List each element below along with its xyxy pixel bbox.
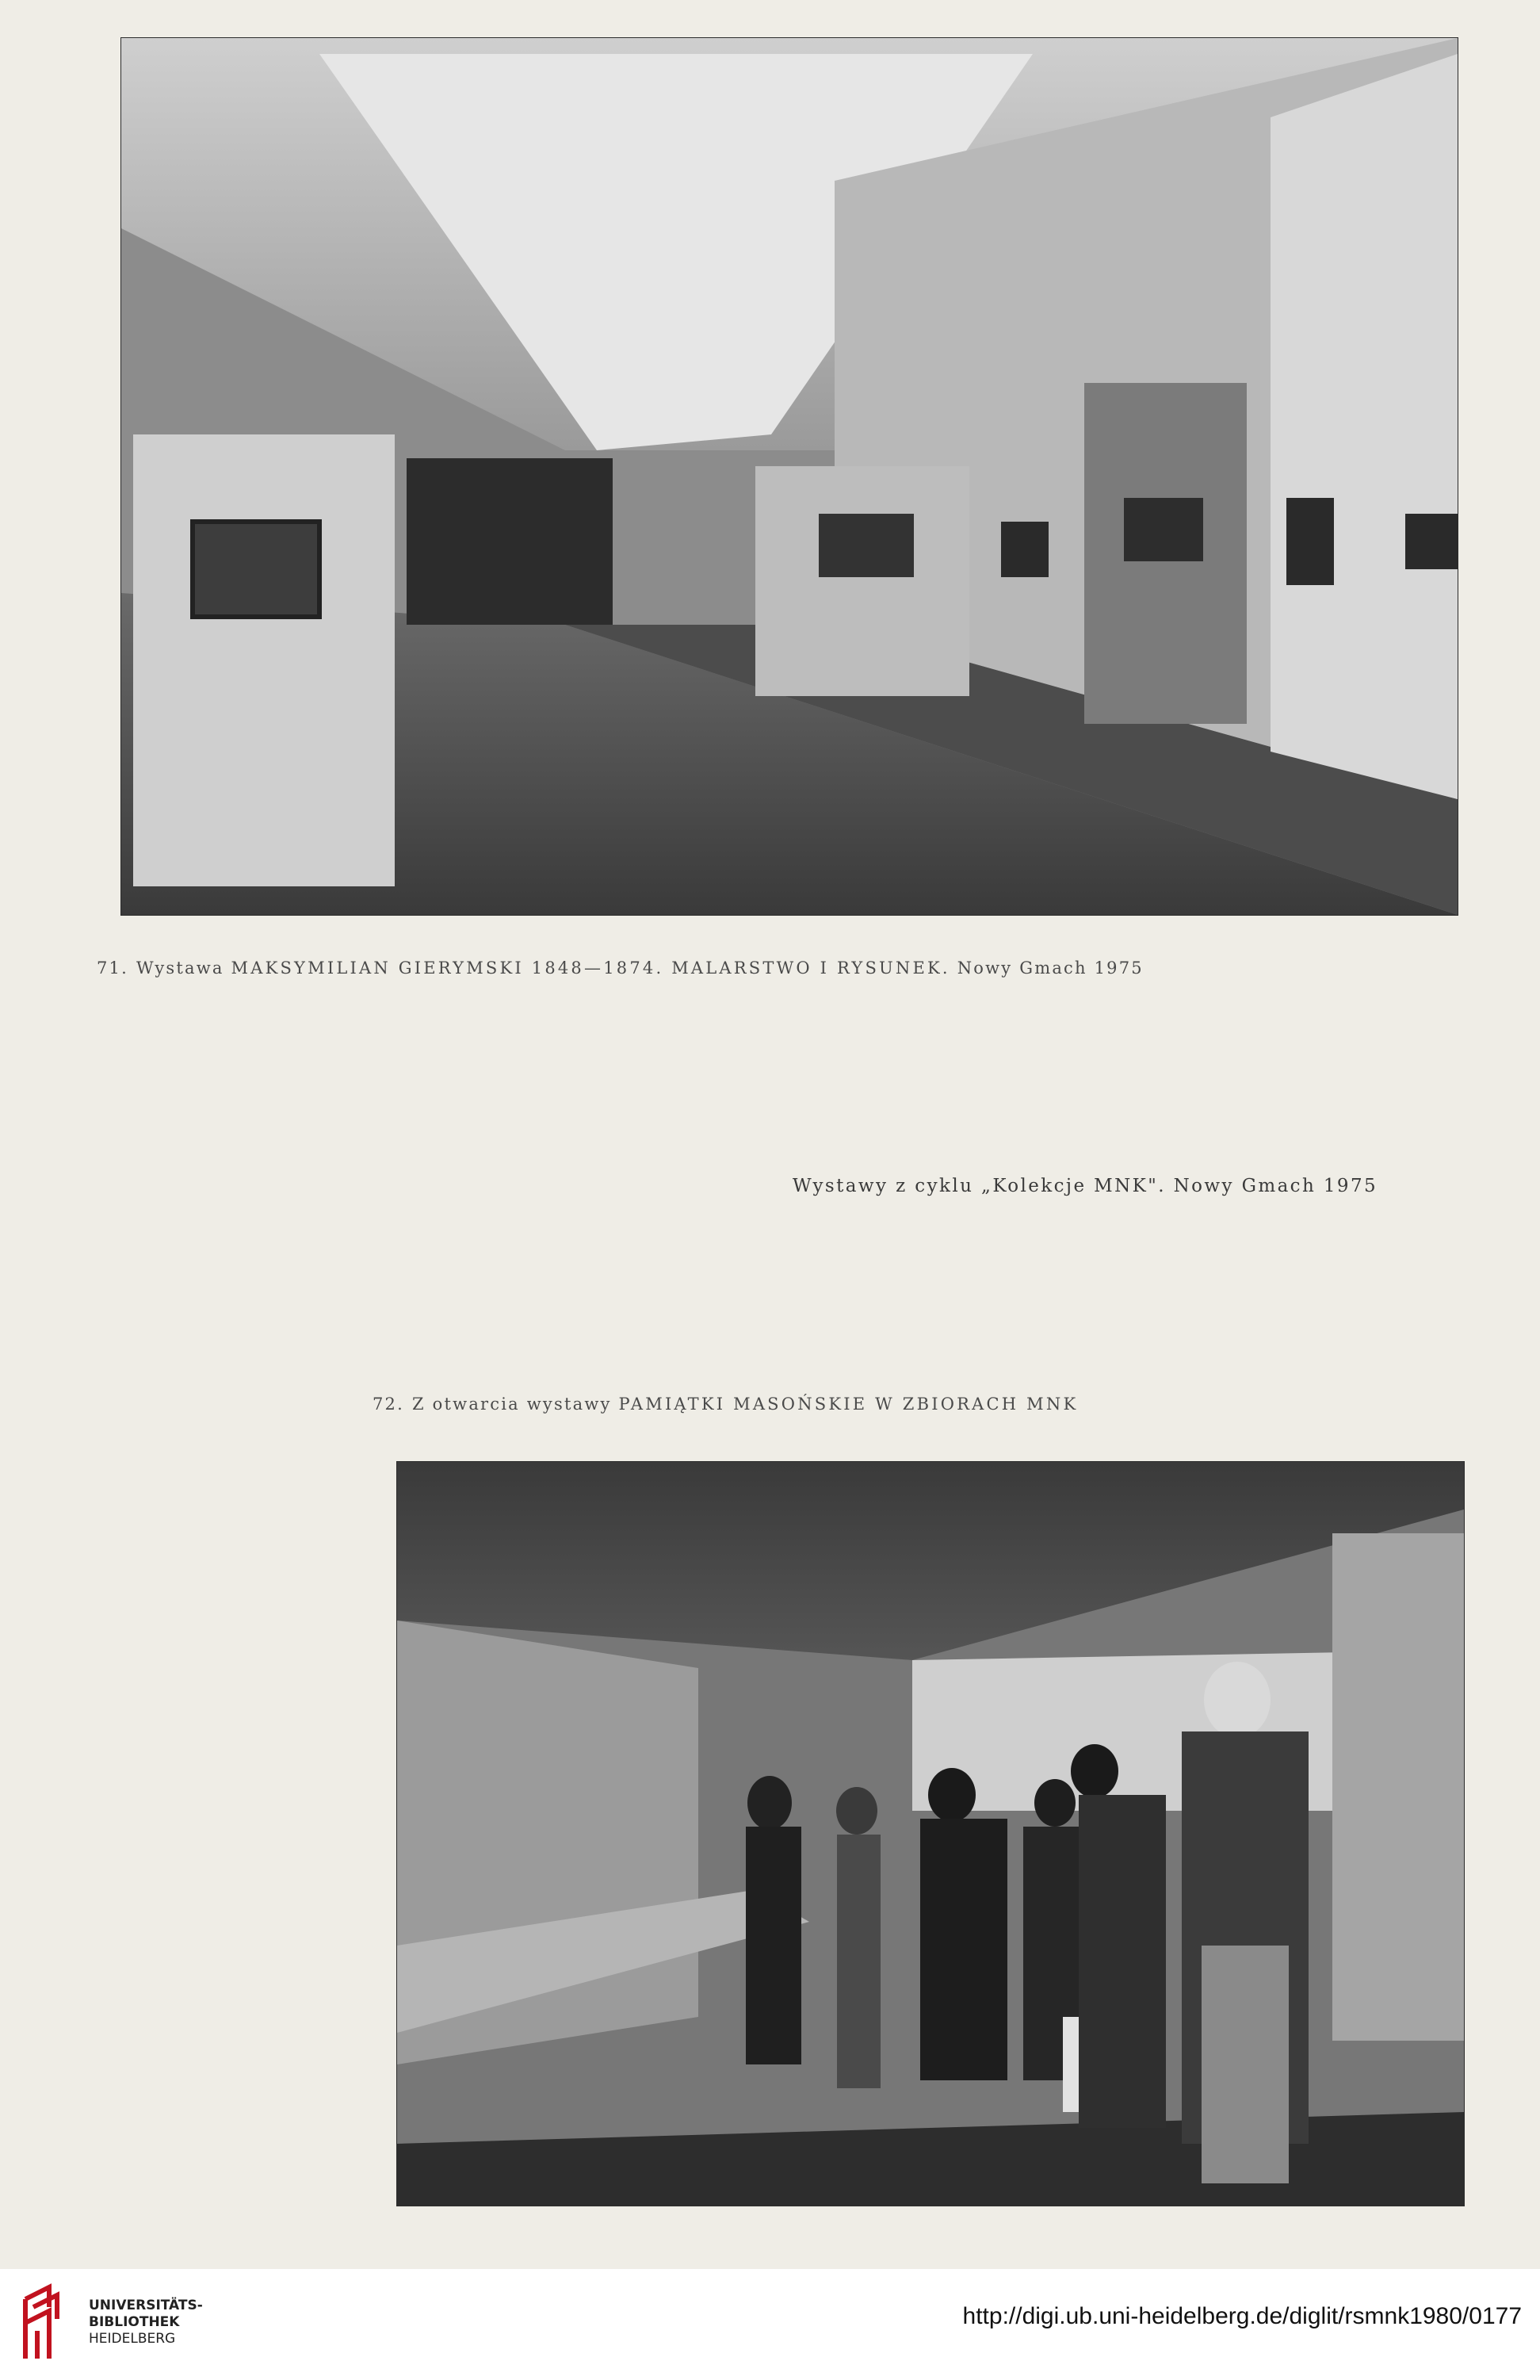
logo-line: BIBLIOTHEK [89,2314,180,2330]
exhibition-hall-image [121,38,1458,915]
exhibition-title: MAKSYMILIAN GIERYMSKI 1848—1874. MALARSTWO I RYSUNEK. [231,959,950,978]
figure-71-caption [97,959,1144,978]
exhibition-opening-image [397,1462,1464,2206]
exhibition-opening-photo [396,1461,1465,2206]
figure-number: 72. [373,1395,404,1414]
logo-line: UNIVERSITÄTS- [89,2298,203,2313]
caption-lead: Z otwarcia wystawy [412,1395,612,1414]
caption-tail: Nowy Gmach 1975 [957,959,1144,978]
library-logo-text [89,2298,203,2347]
exhibition-title: PAMIĄTKI MASOŃSKIE W ZBIORACH MNK [618,1395,1079,1414]
figure-72-caption [373,1395,1078,1414]
logo-line: HEIDELBERG [89,2331,176,2347]
figure-number: 71. [97,959,128,978]
digital-library-url[interactable]: http://digi.ub.uni-heidelberg.de/diglit/rsmnk1980/0177 [962,2303,1522,2329]
section-heading: Wystawy z cyklu „Kolekcje MNK". Nowy Gmach 1975 [793,1176,1378,1196]
library-logo-icon [17,2283,73,2363]
exhibition-hall-photo [120,37,1458,916]
caption-lead: Wystawa [136,959,224,978]
